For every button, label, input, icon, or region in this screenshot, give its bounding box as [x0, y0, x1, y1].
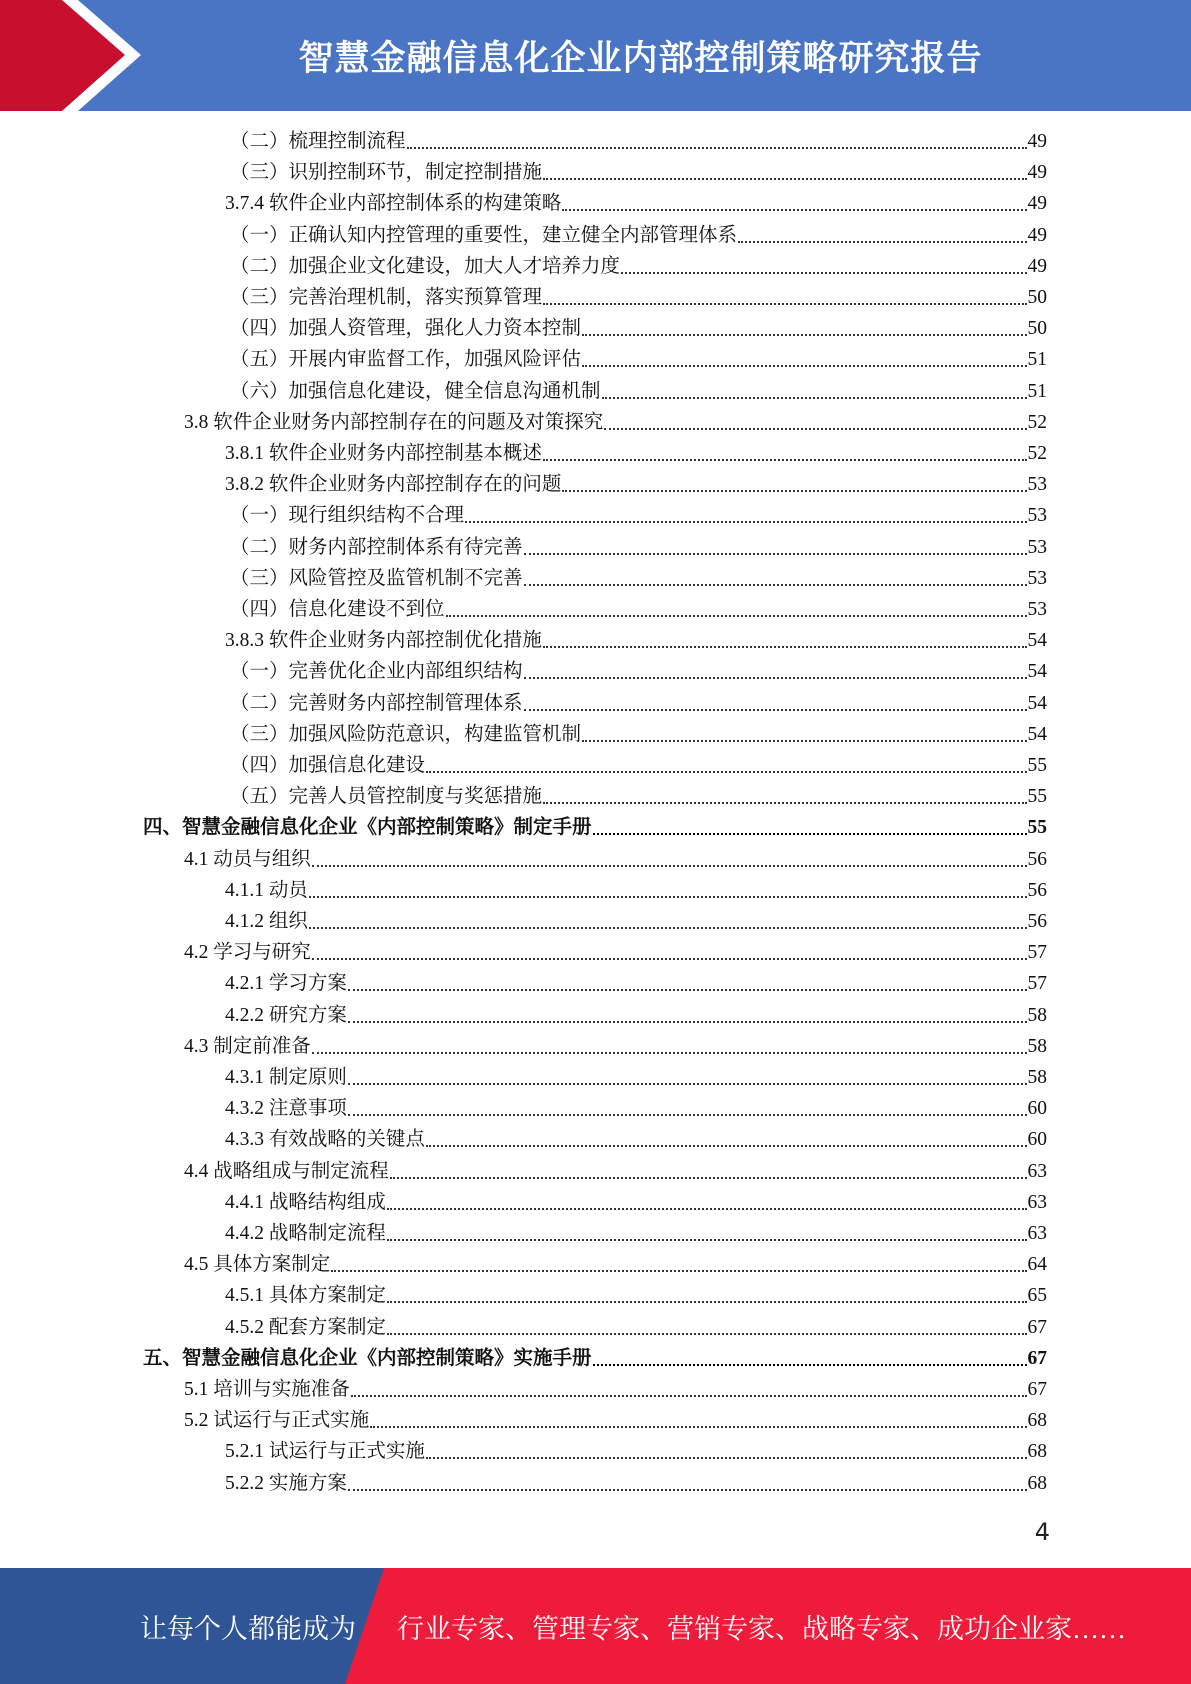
- toc-dot-leader: [309, 927, 1027, 929]
- toc-entry[interactable]: [225, 1187, 1047, 1218]
- toc-entry[interactable]: [230, 500, 1047, 531]
- toc-entry-page: 51: [1027, 380, 1047, 402]
- toc-entry-page: 57: [1027, 973, 1047, 995]
- toc-entry[interactable]: [225, 1280, 1047, 1311]
- toc-entry-label: 4.2.2 研究方案: [225, 1004, 347, 1026]
- footer-slogan-left: 让每个人都能成为: [140, 1613, 356, 1644]
- toc-dot-leader: [348, 1083, 1027, 1085]
- toc-dot-leader: [604, 428, 1026, 430]
- toc-entry-page: 54: [1027, 630, 1047, 652]
- toc-entry-page: 56: [1027, 848, 1047, 870]
- toc-dot-leader: [387, 1239, 1027, 1241]
- toc-entry[interactable]: [230, 282, 1047, 313]
- toc-entry-page: 54: [1027, 661, 1047, 683]
- toc-dot-leader: [582, 334, 1026, 336]
- toc-entry-label: 4.1.2 组织: [225, 911, 308, 932]
- toc-dot-leader: [426, 1145, 1027, 1147]
- toc-entry-page: 67: [1027, 1316, 1047, 1338]
- toc-entry[interactable]: [225, 188, 1047, 219]
- toc-entry-page: 49: [1027, 131, 1047, 152]
- toc-entry-label: 4.5 具体方案制定: [184, 1254, 331, 1276]
- toc-entry[interactable]: [225, 438, 1047, 469]
- toc-entry-label: 5.2 试运行与正式实施: [184, 1410, 370, 1432]
- toc-entry[interactable]: [230, 344, 1047, 375]
- toc-entry-page: 53: [1027, 567, 1047, 589]
- toc-entry[interactable]: [225, 1312, 1047, 1343]
- toc-dot-leader: [312, 865, 1027, 867]
- toc-dot-leader: [387, 1301, 1027, 1303]
- toc-entry-label: 4.1.1 动员: [225, 879, 308, 901]
- toc-entry-label: 3.7.4 软件企业内部控制体系的构建策略: [225, 193, 562, 215]
- toc-dot-leader: [407, 147, 1027, 149]
- toc-entry-page: 51: [1027, 349, 1047, 371]
- toc-dot-leader: [543, 303, 1026, 305]
- toc-entry-label: （三）完善治理机制，落实预算管理: [230, 287, 543, 308]
- toc-entry[interactable]: [225, 875, 1047, 906]
- toc-entry-page: 60: [1027, 1098, 1047, 1120]
- toc-entry-page: 55: [1027, 786, 1047, 808]
- toc-dot-leader: [426, 1457, 1027, 1459]
- toc-entry-page: 54: [1027, 723, 1047, 745]
- toc-entry[interactable]: [230, 688, 1047, 719]
- toc-entry[interactable]: [230, 220, 1047, 251]
- footer-slogan-right: 行业专家、管理专家、营销专家、战略专家、成功企业家……: [397, 1613, 1126, 1644]
- toc-entry[interactable]: [184, 1031, 1047, 1062]
- toc-entry-label: （一）完善优化企业内部组织结构: [230, 661, 523, 683]
- toc-entry-page: 54: [1027, 692, 1047, 714]
- toc-entry-label: （六）加强信息化建设，健全信息沟通机制: [230, 380, 601, 402]
- toc-entry-label: 五、智慧金融信息化企业《内部控制策略》实施手册: [143, 1347, 592, 1369]
- toc-entry[interactable]: [230, 719, 1047, 750]
- toc-dot-leader: [738, 241, 1026, 243]
- toc-entry-page: 58: [1027, 1067, 1047, 1088]
- toc-entry-label: （一）正确认知内控管理的重要性，建立健全内部管理体系: [230, 224, 738, 246]
- toc-entry-label: 4.5.1 具体方案制定: [225, 1285, 386, 1307]
- toc-entry-label: （三）风险管控及监管机制不完善: [230, 567, 523, 589]
- toc-entry[interactable]: [225, 1218, 1047, 1249]
- toc-entry-page: 67: [1027, 1379, 1047, 1400]
- toc-entry-label: （二）加强企业文化建设，加大人才培养力度: [230, 255, 621, 277]
- toc-entry[interactable]: [184, 407, 1047, 438]
- toc-entry-label: 4.3 制定前准备: [184, 1035, 311, 1057]
- toc-entry-page: 53: [1027, 474, 1047, 496]
- toc-entry[interactable]: [225, 1436, 1047, 1467]
- toc-dot-leader: [348, 1021, 1027, 1023]
- toc-entry-label: （四）加强人资管理，强化人力资本控制: [230, 318, 582, 340]
- toc-entry-page: 63: [1027, 1160, 1047, 1182]
- toc-entry[interactable]: [225, 1062, 1047, 1093]
- toc-entry-page: 58: [1027, 1035, 1047, 1057]
- toc-dot-leader: [543, 178, 1026, 180]
- toc-entry[interactable]: [225, 1124, 1047, 1155]
- toc-entry[interactable]: [230, 563, 1047, 594]
- toc-entry-label: 4.4 战略组成与制定流程: [184, 1160, 389, 1182]
- toc-dot-leader: [370, 1426, 1026, 1428]
- toc-dot-leader: [387, 1333, 1027, 1335]
- toc-dot-leader: [312, 1052, 1027, 1054]
- toc-entry-page: 68: [1027, 1410, 1047, 1432]
- toc-dot-leader: [543, 459, 1027, 461]
- toc-entry-page: 68: [1027, 1472, 1047, 1494]
- toc-entry-label: 5.2.1 试运行与正式实施: [225, 1441, 425, 1463]
- toc-entry[interactable]: [225, 625, 1047, 656]
- toc-dot-leader: [602, 397, 1027, 399]
- toc-entry-label: 5.1 培训与实施准备: [184, 1379, 350, 1400]
- toc-entry-label: 3.8 软件企业财务内部控制存在的问题及对策探究: [184, 411, 604, 433]
- toc-dot-leader: [524, 677, 1027, 679]
- toc-entry-label: 四、智慧金融信息化企业《内部控制策略》制定手册: [143, 817, 592, 839]
- toc-entry[interactable]: [143, 812, 1047, 843]
- toc-entry-page: 58: [1027, 1004, 1047, 1026]
- toc-dot-leader: [543, 802, 1026, 804]
- toc-dot-leader: [543, 646, 1027, 648]
- toc-dot-leader: [582, 740, 1026, 742]
- toc-entry-label: 4.2 学习与研究: [184, 942, 311, 964]
- toc-entry-label: （二）梳理控制流程: [230, 131, 406, 152]
- toc-entry-page: 49: [1027, 224, 1047, 246]
- toc-dot-leader: [309, 896, 1027, 898]
- toc-entry-page: 57: [1027, 942, 1047, 964]
- toc-entry-label: 4.5.2 配套方案制定: [225, 1316, 386, 1338]
- toc-entry-label: （三）加强风险防范意识，构建监管机制: [230, 723, 582, 745]
- toc-entry-page: 55: [1027, 755, 1047, 776]
- toc-entry-page: 64: [1027, 1254, 1047, 1276]
- toc-entry-page: 49: [1027, 162, 1047, 184]
- toc-entry[interactable]: [184, 1156, 1047, 1187]
- toc-entry-label: （二）财务内部控制体系有待完善: [230, 536, 523, 558]
- toc-entry-label: （四）信息化建设不到位: [230, 599, 445, 620]
- toc-entry-label: （五）开展内审监督工作，加强风险评估: [230, 349, 582, 371]
- toc-entry-label: （二）完善财务内部控制管理体系: [230, 692, 523, 714]
- toc-entry[interactable]: [230, 376, 1047, 407]
- toc-entry-label: 3.8.1 软件企业财务内部控制基本概述: [225, 443, 542, 464]
- toc-dot-leader: [621, 272, 1026, 274]
- toc-entry-label: 4.3.3 有效战略的关键点: [225, 1129, 425, 1151]
- toc-entry-label: 4.3.1 制定原则: [225, 1067, 347, 1088]
- toc-entry-label: 4.1 动员与组织: [184, 848, 311, 870]
- toc-entry[interactable]: [143, 1343, 1047, 1374]
- toc-entry[interactable]: [225, 1093, 1047, 1124]
- toc-dot-leader: [348, 1489, 1027, 1491]
- toc-entry[interactable]: [230, 750, 1047, 781]
- toc-dot-leader: [524, 553, 1027, 555]
- toc-entry[interactable]: [230, 594, 1047, 625]
- toc-entry-page: 56: [1027, 911, 1047, 932]
- toc-entry-label: （四）加强信息化建设: [230, 755, 426, 776]
- toc-dot-leader: [351, 1395, 1027, 1397]
- toc-dot-leader: [524, 584, 1027, 586]
- toc-dot-leader: [593, 833, 1027, 835]
- toc-dot-leader: [387, 1208, 1027, 1210]
- toc-entry-page: 53: [1027, 536, 1047, 558]
- toc-entry-page: 63: [1027, 1223, 1047, 1244]
- toc-entry-page: 53: [1027, 599, 1047, 620]
- toc-entry[interactable]: [230, 656, 1047, 687]
- toc-entry-page: 56: [1027, 879, 1047, 901]
- toc-entry[interactable]: [230, 157, 1047, 188]
- toc-entry[interactable]: [184, 937, 1047, 968]
- toc-entry-label: 5.2.2 实施方案: [225, 1472, 347, 1494]
- toc-entry[interactable]: [184, 1249, 1047, 1280]
- toc-entry-label: 4.2.1 学习方案: [225, 973, 347, 995]
- toc-entry-page: 50: [1027, 318, 1047, 340]
- toc-entry[interactable]: [230, 251, 1047, 282]
- toc-entry-page: 49: [1027, 193, 1047, 215]
- toc-entry-label: 4.4.2 战略制定流程: [225, 1223, 386, 1244]
- toc-entry-page: 49: [1027, 255, 1047, 277]
- toc-entry-page: 65: [1027, 1285, 1047, 1307]
- toc-entry-label: （三）识别控制环节，制定控制措施: [230, 162, 543, 184]
- toc-entry[interactable]: [230, 313, 1047, 344]
- toc-entry-label: 4.4.1 战略结构组成: [225, 1191, 386, 1213]
- toc-entry[interactable]: [225, 469, 1047, 500]
- toc-entry[interactable]: [230, 126, 1047, 157]
- toc-entry[interactable]: [184, 1374, 1047, 1405]
- toc-entry[interactable]: [184, 844, 1047, 875]
- toc-entry-label: （一）现行组织结构不合理: [230, 505, 465, 527]
- toc-entry-page: 68: [1027, 1441, 1047, 1463]
- toc-entry-page: 52: [1027, 411, 1047, 433]
- toc-entry-page: 60: [1027, 1129, 1047, 1151]
- toc-entry[interactable]: [225, 1468, 1047, 1499]
- toc-dot-leader: [312, 958, 1027, 960]
- toc-entry-label: 4.3.2 注意事项: [225, 1098, 347, 1120]
- toc-entry[interactable]: [225, 968, 1047, 999]
- toc-entry[interactable]: [225, 906, 1047, 937]
- toc-entry[interactable]: [230, 532, 1047, 563]
- toc-entry[interactable]: [230, 781, 1047, 812]
- toc-dot-leader: [593, 1364, 1027, 1366]
- page-footer: [0, 1568, 1191, 1684]
- toc-dot-leader: [390, 1177, 1027, 1179]
- page-header: [0, 0, 1191, 111]
- toc-entry[interactable]: [184, 1405, 1047, 1436]
- toc-dot-leader: [348, 1114, 1027, 1116]
- toc-entry-page: 53: [1027, 505, 1047, 527]
- page-number: 4: [1034, 1518, 1050, 1546]
- toc-dot-leader: [582, 365, 1026, 367]
- toc-entry[interactable]: [225, 1000, 1047, 1031]
- toc-entry-label: 3.8.2 软件企业财务内部控制存在的问题: [225, 474, 562, 496]
- toc-entry-label: （五）完善人员管控制度与奖惩措施: [230, 786, 543, 808]
- toc-dot-leader: [562, 209, 1026, 211]
- toc-entry-label: 3.8.3 软件企业财务内部控制优化措施: [225, 630, 542, 652]
- toc-entry-page: 67: [1027, 1347, 1047, 1369]
- toc-dot-leader: [562, 490, 1026, 492]
- toc-entry-page: 55: [1027, 817, 1047, 839]
- toc-dot-leader: [465, 521, 1026, 523]
- header-arrow-decoration: [0, 0, 160, 111]
- toc-dot-leader: [426, 771, 1026, 773]
- toc-dot-leader: [331, 1270, 1026, 1272]
- toc-dot-leader: [446, 615, 1027, 617]
- toc-dot-leader: [348, 989, 1027, 991]
- toc-entry-page: 50: [1027, 287, 1047, 308]
- toc-dot-leader: [524, 709, 1027, 711]
- report-title: 智慧金融信息化企业内部控制策略研究报告: [298, 38, 983, 79]
- toc-entry-page: 63: [1027, 1191, 1047, 1213]
- toc-entry-page: 52: [1027, 443, 1047, 464]
